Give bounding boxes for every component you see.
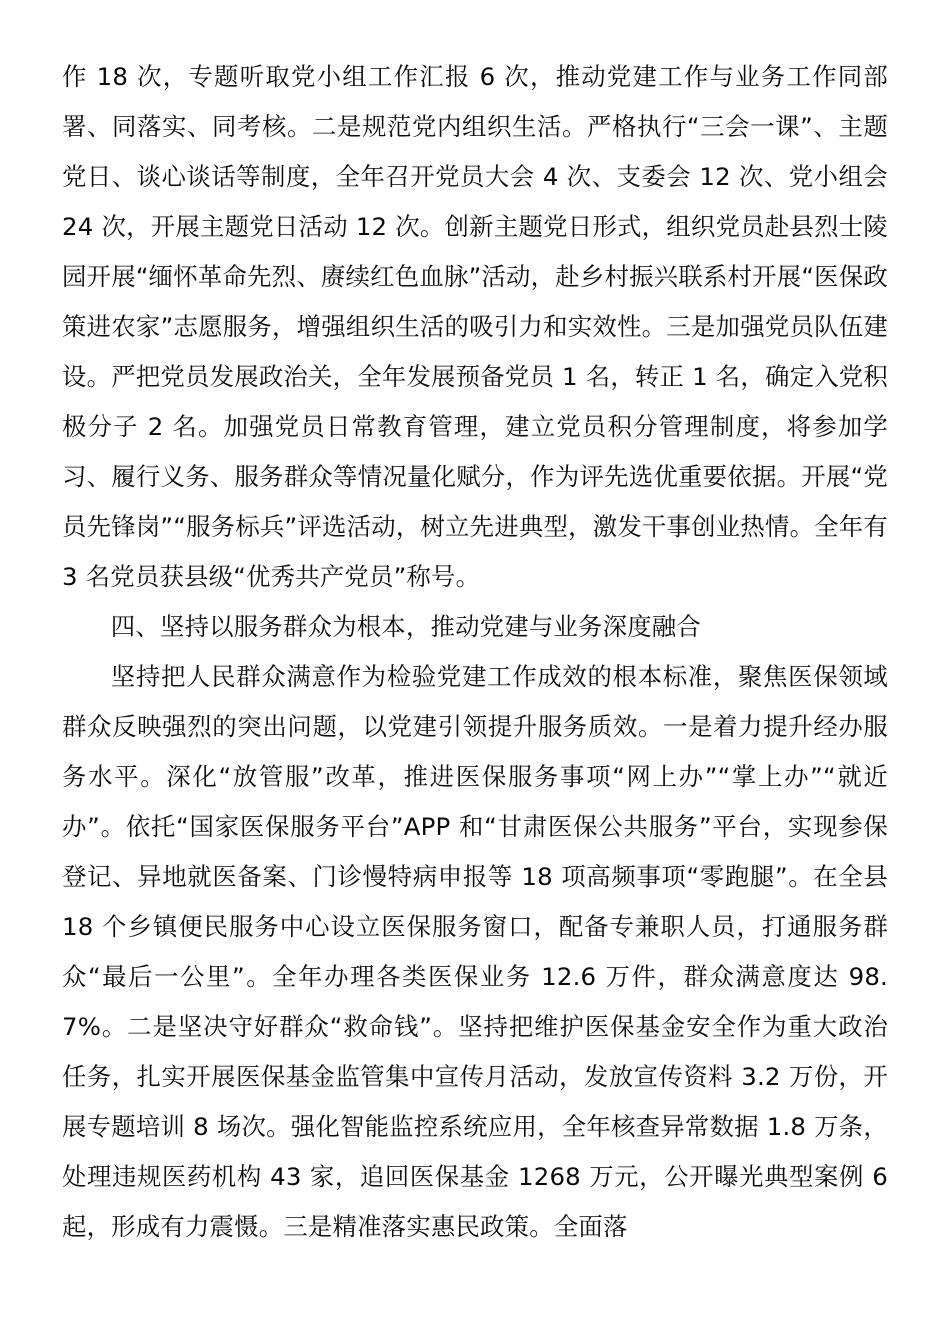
- paragraph-section-four-body: 坚持把人民群众满意作为检验党建工作成效的根本标准，聚焦医保领域群众反映强烈的突出问题，以党建引领提升服务质效。一是着力提升经办服务水平。深化“放管服”改革，推进医保服务事项“网上办”“掌上办”“就近办”。依托“国家医保服务平台”APP 和“甘肃医保公共服务”平台，实现参保登记、异地就医备案、门诊慢特病申报等 18 项高频事项“零跑腿”。在全县 18 个乡镇便民服务中心设立医保服务窗口，配备专兼职人员，打通服务群众“最后一公里”。全年办理各类医保业务 12.6 万件，群众满意度达 98.7%。二是坚决守好群众“救命钱”。坚持把维护医保基金安全作为重大政治任务，扎实开展医保基金监管集中宣传月活动，发放宣传资料 3.2 万份，开展专题培训 8 场次。强化智能监控系统应用，全年核查异常数据 1.8 万条，处理违规医药机构 43 家，追回医保基金 1268 万元，公开曝光典型案例 6 起，形成有力震慑。三是精准落实惠民政策。全面落: [62, 662, 888, 1241]
- document-text-column: [62, 52, 888, 1252]
- section-heading-four: 四、坚持以服务群众为根本，推动党建与业务深度融合: [110, 612, 701, 641]
- paragraph-continuation: 作 18 次，专题听取党小组工作汇报 6 次，推动党建工作与业务工作同部署、同落实、同考核。二是规范党内组织生活。严格执行“三会一课”、主题党日、谈心谈话等制度，全年召开党员大会 4 次、支委会 12 次、党小组会 24 次，开展主题党日活动 12 次。创新主题党日形式，组织党员赴县烈士陵园开展“缅怀革命先烈、赓续红色血脉”活动，赴乡村振兴联系村开展“医保政策进农家”志愿服务，增强组织生活的吸引力和实效性。三是加强党员队伍建设。严把党员发展政治关，全年发展预备党员 1 名，转正 1 名，确定入党积极分子 2 名。加强党员日常教育管理，建立党员积分管理制度，将参加学习、履行义务、服务群众等情况量化赋分，作为评先选优重要依据。开展“党员先锋岗”“服务标兵”评选活动，树立先进典型，激发干事创业热情。全年有 3 名党员获县级“优秀共产党员”称号。: [62, 62, 888, 591]
